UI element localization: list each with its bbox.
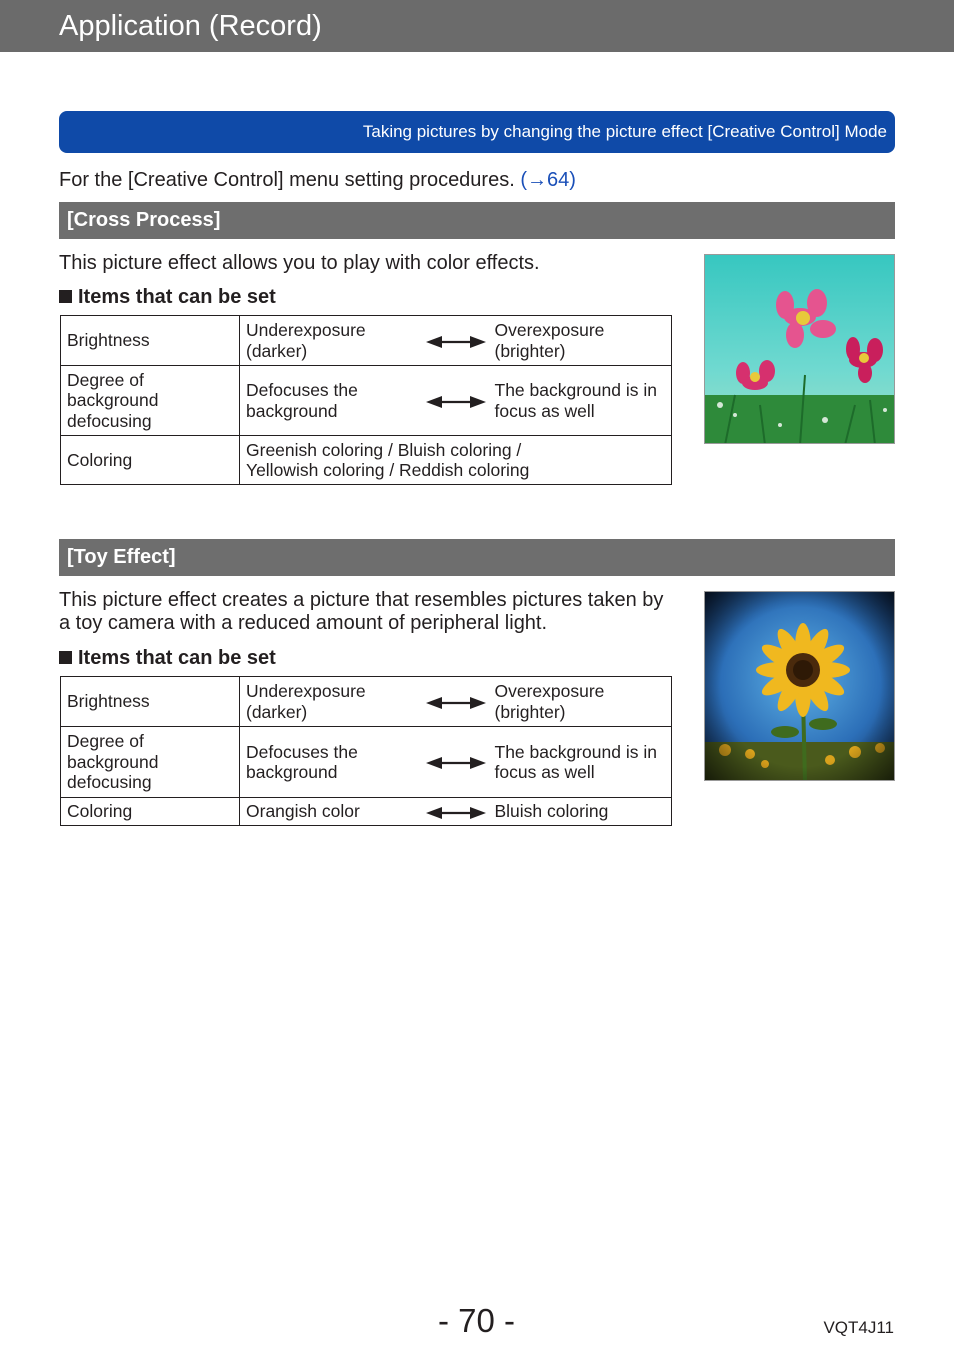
page-number: - 70 - — [438, 1302, 516, 1339]
setting-high: Bluish coloring — [491, 798, 672, 826]
section-title: [Cross Process] — [67, 209, 221, 231]
section-description: This picture effect allows you to play with color effects. — [59, 252, 540, 274]
setting-low: Defocuses the background — [240, 366, 421, 436]
table-row — [61, 677, 672, 727]
section-header-cross-process — [59, 202, 895, 239]
double-arrow-icon — [426, 335, 486, 349]
setting-high: The background is in focus as well — [491, 366, 672, 436]
header-bar — [0, 0, 954, 52]
setting-range — [421, 677, 491, 727]
page-reference-link[interactable]: (→64) — [520, 169, 576, 191]
setting-high: Overexposure (brighter) — [491, 677, 672, 727]
setting-options: Greenish coloring / Bluish coloring / Yellowish coloring / Reddish coloring — [240, 436, 672, 485]
intro-line — [59, 168, 576, 192]
page-title: Application (Record) — [59, 10, 322, 42]
toy-effect-sample-photo — [704, 591, 895, 781]
items-heading-label: Items that can be set — [78, 647, 276, 669]
settings-table-toy-effect — [60, 676, 672, 826]
setting-name: Brightness — [61, 316, 240, 366]
section-header-toy-effect — [59, 539, 895, 576]
setting-name: Degree of background defocusing — [61, 727, 240, 798]
chapter-banner-text: Taking pictures by changing the picture effect [Creative Control] Mode — [362, 122, 887, 141]
double-arrow-icon — [426, 806, 486, 820]
intro-text: For the [Creative Control] menu setting procedures. — [59, 169, 521, 191]
setting-range — [421, 727, 491, 798]
bullet-square-icon — [59, 651, 72, 664]
double-arrow-icon — [426, 696, 486, 710]
items-heading — [59, 648, 276, 668]
double-arrow-icon — [426, 395, 486, 409]
setting-low: Underexposure (darker) — [240, 677, 421, 727]
setting-name: Coloring — [61, 798, 240, 826]
setting-range — [421, 366, 491, 436]
setting-low: Underexposure (darker) — [240, 316, 421, 366]
chapter-banner — [59, 111, 895, 153]
setting-range — [421, 316, 491, 366]
setting-high: The background is in focus as well — [491, 727, 672, 798]
setting-low: Orangish color — [240, 798, 421, 826]
settings-table-cross-process — [60, 315, 672, 485]
table-row — [61, 727, 672, 798]
table-row — [61, 436, 672, 485]
items-heading-label: Items that can be set — [78, 286, 276, 308]
cross-process-sample-photo — [704, 254, 895, 444]
table-row — [61, 316, 672, 366]
table-row — [61, 366, 672, 436]
bullet-square-icon — [59, 290, 72, 303]
setting-name: Brightness — [61, 677, 240, 727]
setting-name: Degree of background defocusing — [61, 366, 240, 436]
document-code: VQT4J11 — [823, 1318, 894, 1337]
setting-low: Defocuses the background — [240, 727, 421, 798]
setting-range — [421, 798, 491, 826]
section-title: [Toy Effect] — [67, 546, 176, 568]
items-heading — [59, 287, 276, 307]
double-arrow-icon — [426, 756, 486, 770]
section-description: This picture effect creates a picture that resembles pictures taken by a toy camera with a reduced amount of peripheral light. — [59, 589, 664, 634]
setting-name: Coloring — [61, 436, 240, 485]
setting-high: Overexposure (brighter) — [491, 316, 672, 366]
table-row — [61, 798, 672, 826]
